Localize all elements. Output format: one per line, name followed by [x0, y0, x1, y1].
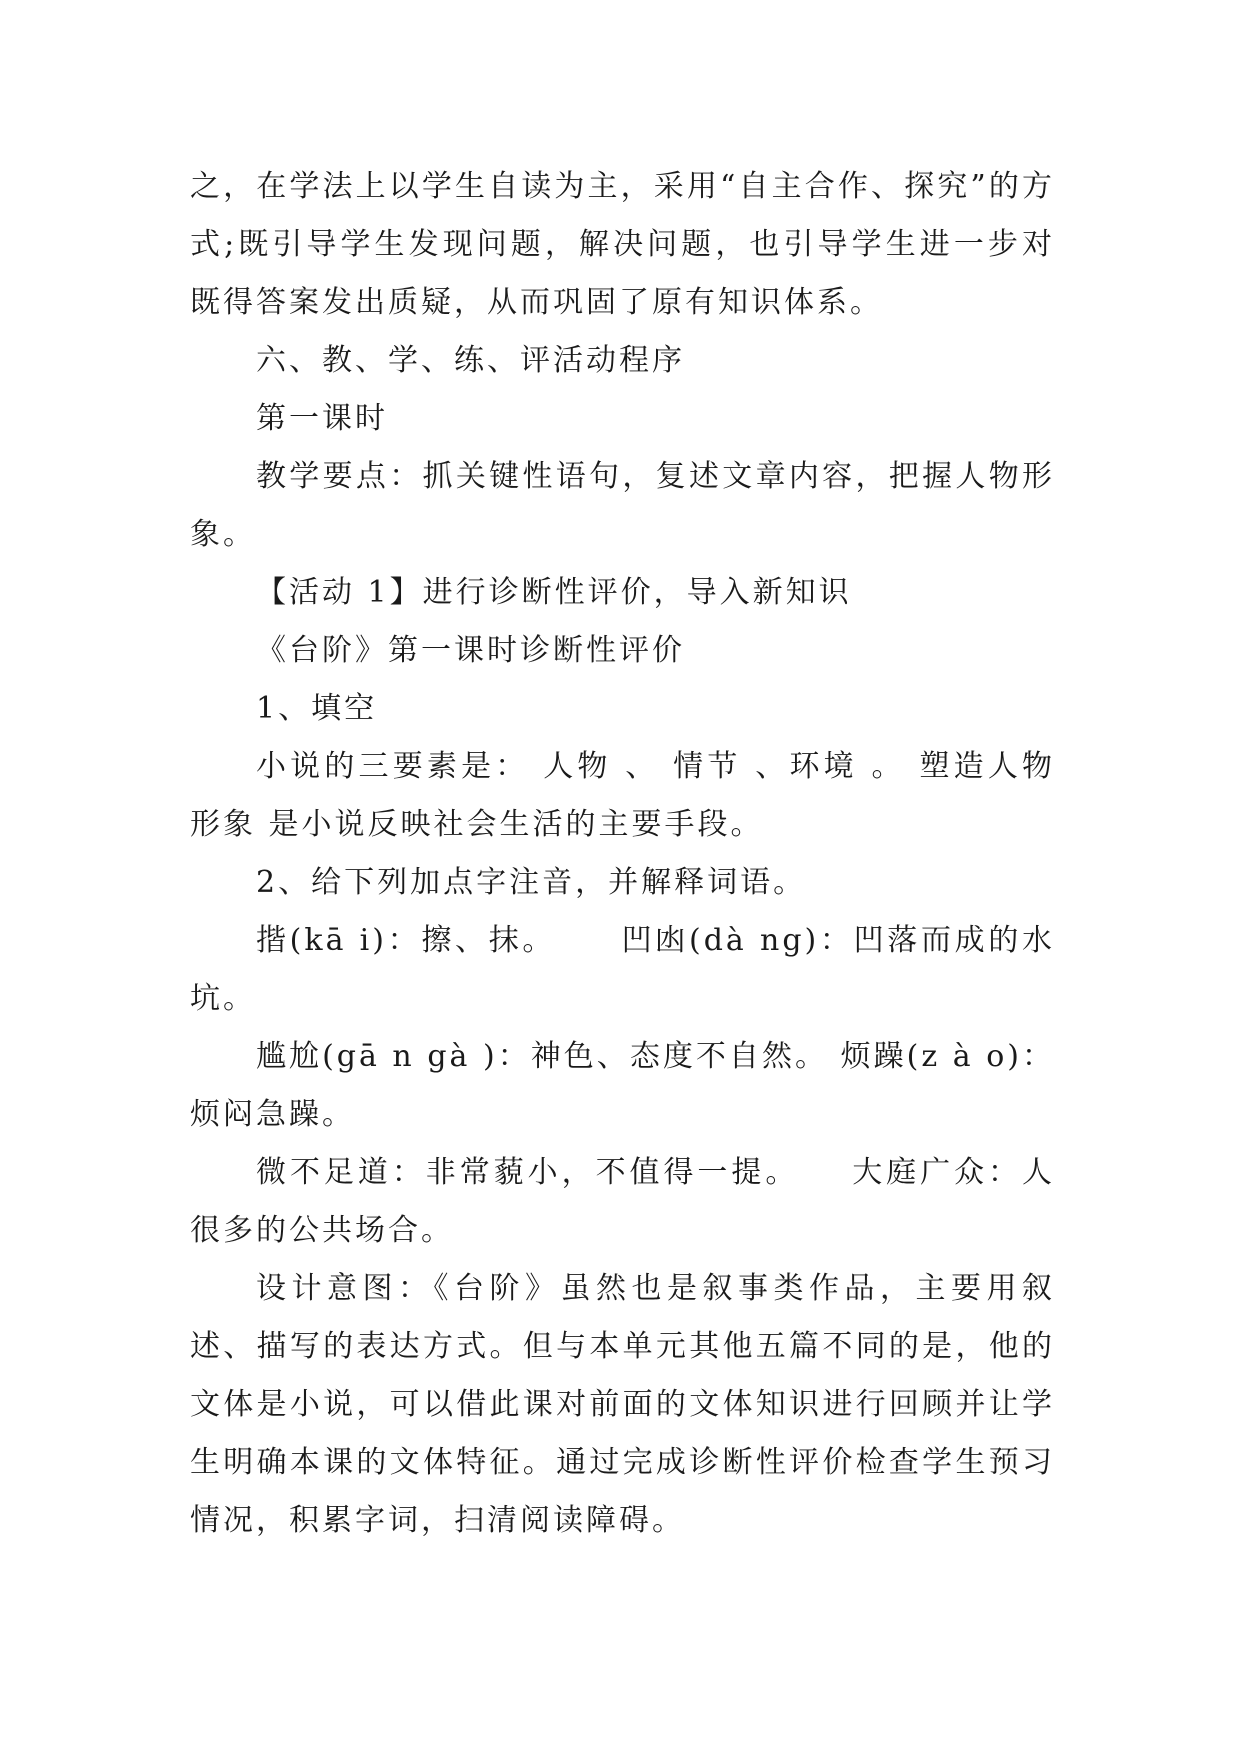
lesson-title: 第一课时	[256, 401, 388, 436]
activity-heading: 【活动 1】进行诊断性评价，导入新知识	[256, 575, 852, 610]
vocab-line-2: 尴尬(gā n gà )：神色、态度不自然。 烦躁(z à o)：烦闷急躁。	[190, 1039, 1055, 1132]
question-1-answer: 小说的三要素是： 人物 、 情节 、环境 。 塑造人物形象 是小说反映社会生活的主要手段。	[190, 749, 1055, 842]
vocab-line-3: 微不足道：非常藐小，不值得一提。 大庭广众：人很多的公共场合。	[190, 1155, 1055, 1248]
teaching-points: 教学要点：抓关键性语句，复述文章内容，把握人物形象。	[190, 459, 1055, 552]
question-2-heading: 2、给下列加点字注音，并解释词语。	[256, 865, 807, 900]
document-page	[190, 158, 1055, 1550]
vocab-line-1: 揩(kā i)：擦、抹。 凹凼(dà ng)：凹落而成的水坑。	[190, 923, 1055, 1016]
design-intent: 设计意图：《台阶》虽然也是叙事类作品，主要用叙述、描写的表达方式。但与本单元其他五篇不同的是，他的文体是小说，可以借此课对前面的文体知识进行回顾并让学生明确本课的文体特征。通过完成诊断性评价检查学生预习情况，积累字词，扫清阅读障碍。	[190, 1271, 1055, 1538]
question-1-heading: 1、填空	[256, 691, 378, 726]
evaluation-title: 《台阶》第一课时诊断性评价	[256, 633, 685, 668]
section-heading: 六、教、学、练、评活动程序	[256, 343, 685, 378]
paragraph-continuation: 之，在学法上以学生自读为主，采用“自主合作、探究”的方式;既引导学生发现问题，解决问题，也引导学生进一步对既得答案发出质疑，从而巩固了原有知识体系。	[190, 169, 1055, 320]
